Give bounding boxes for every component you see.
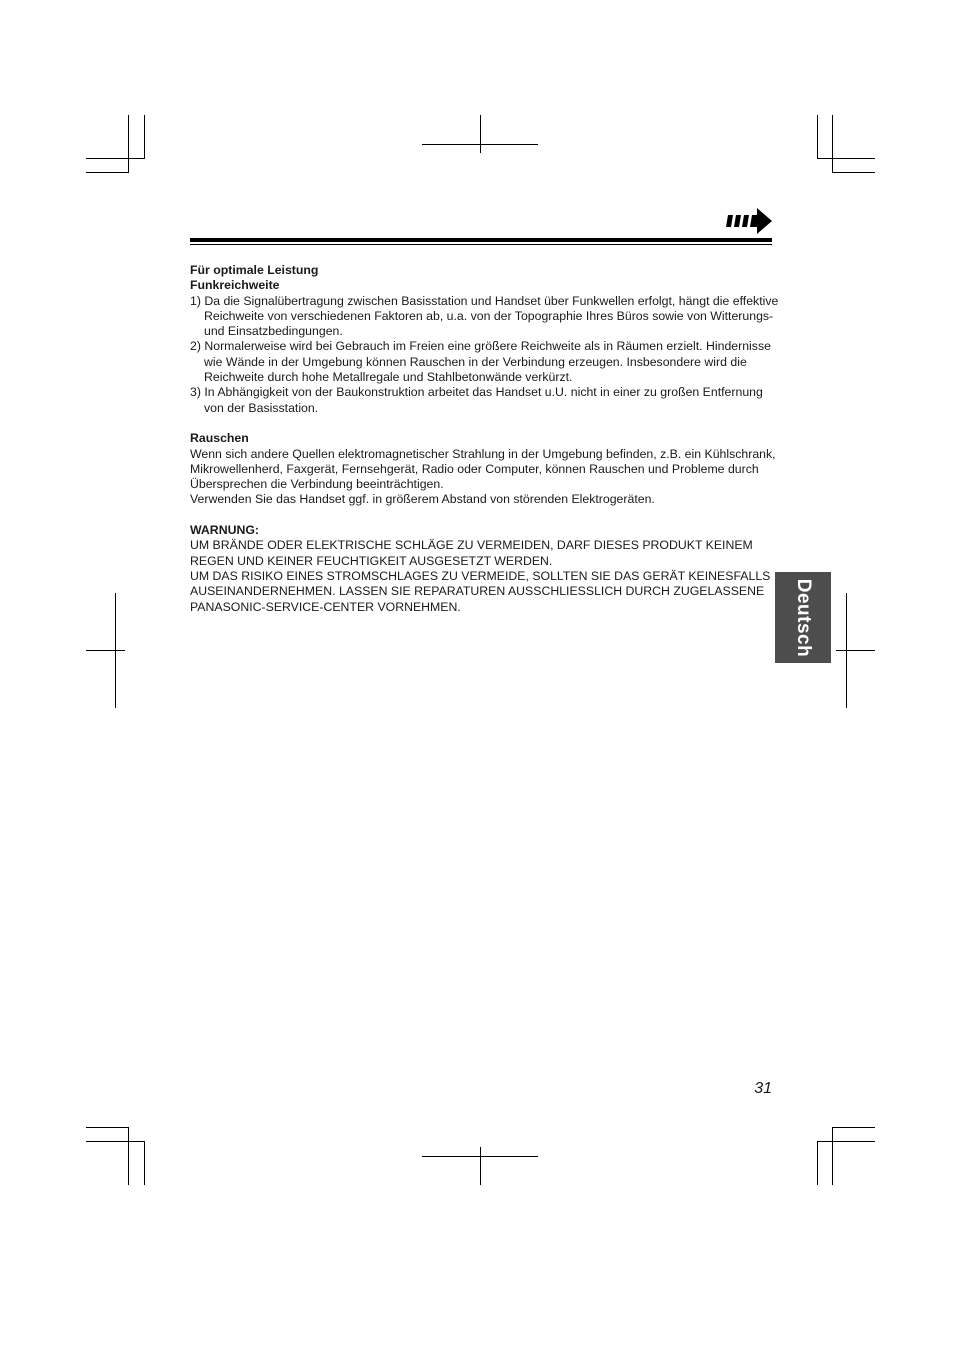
section-heading-performance: Für optimale Leistung: [190, 263, 319, 277]
crop-mark: [86, 158, 145, 159]
page-number: 31: [754, 1080, 772, 1097]
crop-mark: [817, 115, 818, 159]
warning-paragraph: UM BRÄNDE ODER ELEKTRISCHE SCHLÄGE ZU VERMEIDEN, DARF DIESES PRODUKT KEINEM REGEN UND KEINER FEUCHTIGKEIT AUSGESETZT WERDEN.: [190, 538, 753, 568]
crop-mark: [144, 115, 145, 159]
section-heading-noise: Rauschen: [190, 431, 249, 446]
crop-mark: [832, 172, 875, 173]
crop-mark: [422, 144, 538, 145]
header-rule-thin: [190, 244, 772, 245]
list-item: 2) Normalerweise wird bei Gebrauch im Freien eine größere Reichweite als in Räumen erzielt. Hindernisse wie Wände in der Umgebung können Rauschen in der Verbindung erzeugen. Insbesondere wird die Reichweite durch hohe Metallregale und Stahlbetonwände verkürzt.: [190, 339, 771, 385]
list-item: 3) In Abhängigkeit von der Baukonstruktion arbeitet das Handset u.U. nicht in einer zu großen Entfernung von der Basisstation.: [190, 385, 763, 415]
continue-arrow-icon: [726, 207, 774, 235]
language-tab-label: Deutsch: [793, 578, 814, 657]
crop-mark: [817, 1141, 875, 1142]
crop-mark: [832, 1127, 833, 1185]
warning-paragraph: UM DAS RISIKO EINES STROMSCHLAGES ZU VERMEIDE, SOLLTEN SIE DAS GERÄT KEINESFALLS AUSEINANDERNEHMEN. LASSEN SIE REPARATUREN AUSSCHLIESSLICH DURCH ZUGELASSENE PANASONIC-SERVICE-CENTER VORNEHMEN.: [190, 568, 771, 614]
page-content: [190, 263, 780, 615]
noise-paragraph: Verwenden Sie das Handset ggf. in größerem Abstand von störenden Elektrogeräten.: [190, 492, 655, 507]
crop-mark: [128, 1127, 129, 1185]
crop-mark: [86, 1141, 145, 1142]
crop-mark: [86, 172, 129, 173]
crop-mark: [832, 1127, 875, 1128]
crop-mark: [480, 115, 481, 153]
crop-mark: [144, 1141, 145, 1185]
crop-mark: [832, 115, 833, 173]
crop-mark: [128, 115, 129, 173]
crop-mark: [817, 1141, 818, 1185]
list-item: 1) Da die Signalübertragung zwischen Basisstation und Handset über Funkwellen erfolgt, hängt die effektive Reichweite von verschiedenen Faktoren ab, u.a. von der Topographie Ihres Büros sowie von Witterungs-und Einsatzbedingungen.: [190, 293, 779, 339]
crop-mark: [480, 1147, 481, 1185]
crop-mark: [86, 650, 125, 651]
section-subheading-range: Funkreichweite: [190, 278, 280, 293]
crop-mark: [86, 1127, 129, 1128]
language-tab: [775, 572, 831, 663]
crop-mark: [817, 158, 875, 159]
header-rule: [190, 238, 772, 242]
noise-paragraph: Wenn sich andere Quellen elektromagnetischer Strahlung in der Umgebung befinden, z.B. ein Kühlschrank, Mikrowellenherd, Faxgerät, Fernsehgerät, Radio oder Computer, können Rauschen und Probleme durch Übersprechen die Verbindung beeinträchtigen.: [190, 446, 776, 492]
crop-mark: [836, 650, 875, 651]
crop-mark: [422, 1156, 538, 1157]
warning-heading: WARNUNG:: [190, 523, 259, 538]
